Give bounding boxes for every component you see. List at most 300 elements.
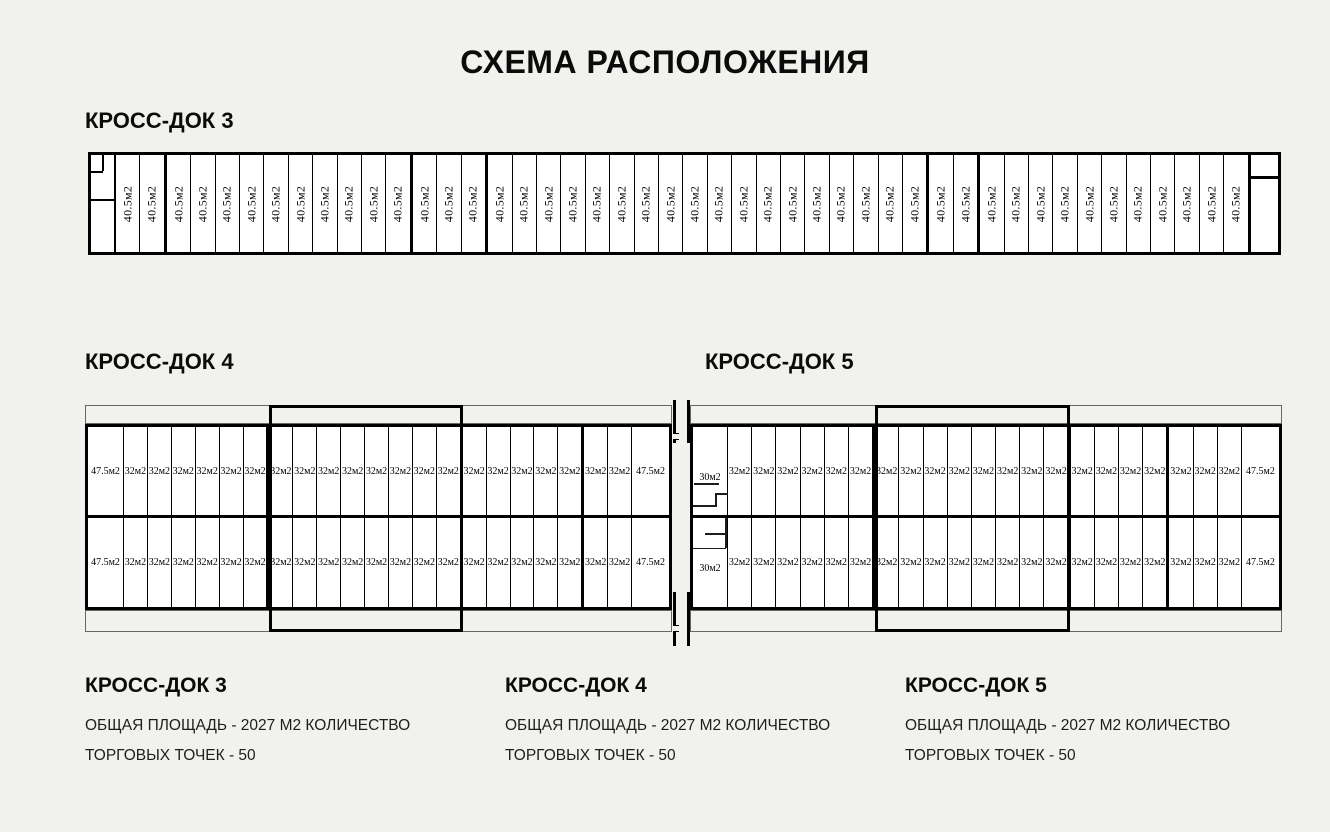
legend-item (905, 674, 1315, 771)
unit-area-label: 32м2 (1218, 465, 1240, 477)
unit-area-label: 32м2 (270, 557, 292, 568)
unit-area-label: 32м2 (1095, 465, 1118, 477)
unit-area-label: 32м2 (1045, 465, 1067, 477)
unit-cell (1218, 518, 1242, 607)
unit-cell (172, 518, 196, 607)
unit-cell (317, 427, 341, 515)
unit-area-label: 32м2 (900, 557, 922, 568)
unit-cell (487, 518, 511, 607)
unit-area-label: 47.5м2 (91, 557, 120, 568)
unit-cell (875, 518, 899, 607)
unit-area-label: 32м2 (849, 557, 872, 568)
unit-area-label: 32м2 (585, 557, 607, 568)
unit-cell (996, 518, 1020, 607)
unit-cell (849, 427, 875, 515)
unit-area-label: 30м2 (699, 563, 721, 574)
unit-area-label: 32м2 (294, 465, 316, 477)
unit-cell (88, 518, 124, 607)
legend-area-line: ОБЩАЯ ПЛОЩАДЬ - 2027 М2 КОЛИЧЕСТВО (85, 717, 411, 734)
legend-dock-heading: КРОСС-ДОК 5 (905, 674, 1047, 697)
unit-cell (244, 427, 270, 515)
dock3-heading: КРОСС-ДОК 3 (85, 108, 234, 133)
legend-item (85, 674, 495, 771)
unit-cell (752, 518, 776, 607)
unit-cell (849, 518, 875, 607)
unit-cell (240, 155, 264, 252)
unit-cell (732, 155, 756, 252)
unit-area-label: 40.5м2 (417, 185, 432, 222)
strip-right-end-unit (1251, 155, 1278, 252)
unit-area-label: 32м2 (1119, 465, 1142, 477)
unit-area-label: 40.5м2 (144, 185, 159, 222)
unit-area-label: 32м2 (244, 557, 266, 568)
unit-cell (488, 155, 512, 252)
unit-area-label: 32м2 (413, 465, 435, 477)
unit-cell (1078, 155, 1102, 252)
unit-cell (1169, 518, 1193, 607)
unit-cell (1143, 427, 1169, 515)
unit-cell (752, 427, 776, 515)
unit-cell (1242, 427, 1279, 515)
wall-joint (673, 625, 679, 632)
unit-cell (1151, 155, 1175, 252)
strip-left-end-unit (91, 155, 116, 252)
wall-step-mark (693, 548, 726, 550)
unit-area-label: 32м2 (801, 557, 823, 568)
unit-area-label: 32м2 (535, 557, 557, 568)
unit-area-label: 32м2 (924, 465, 946, 477)
unit-area-label: 40.5м2 (638, 185, 653, 222)
unit-cell (389, 518, 413, 607)
unit-cell (513, 155, 537, 252)
unit-area-label: 32м2 (413, 557, 435, 568)
dock-bottom-band (690, 610, 1282, 632)
unit-cell (948, 427, 972, 515)
unit-area-label: 32м2 (437, 557, 459, 568)
unit-area-label: 32м2 (148, 557, 171, 568)
unit-area-label: 32м2 (948, 557, 970, 568)
unit-area-label: 40.5м2 (1106, 185, 1121, 222)
unit-cell (293, 518, 317, 607)
unit-cell (293, 427, 317, 515)
unit-area-label: 32м2 (608, 465, 631, 477)
unit-area-label: 40.5м2 (492, 185, 507, 222)
unit-cell (1224, 155, 1250, 252)
unit-area-label: 32м2 (1119, 557, 1142, 568)
unit-cell (124, 518, 148, 607)
unit-row-bottom (88, 518, 669, 607)
unit-area-label: 32м2 (753, 557, 775, 568)
wall-line (1251, 155, 1278, 179)
unit-cell (801, 427, 825, 515)
unit-area-label: 32м2 (341, 557, 364, 568)
unit-cell (534, 518, 558, 607)
unit-area-label: 32м2 (1170, 557, 1192, 568)
unit-cell (88, 427, 124, 515)
unit-cell (148, 427, 172, 515)
unit-cell (1020, 518, 1044, 607)
unit-cell (1119, 518, 1143, 607)
unit-area-label: 32м2 (777, 557, 799, 568)
unit-cell (220, 518, 244, 607)
unit-area-label: 40.5м2 (171, 185, 186, 222)
unit-cell (854, 155, 878, 252)
unit-cell (825, 518, 849, 607)
unit-area-label: 32м2 (389, 465, 412, 477)
unit-cell (1143, 518, 1169, 607)
wall-step-mark (715, 493, 728, 495)
unit-cell (875, 427, 899, 515)
wall-step-mark (705, 533, 725, 535)
unit-area-label: 32м2 (1045, 557, 1067, 568)
unit-area-label: 32м2 (1021, 465, 1043, 477)
unit-cell (220, 427, 244, 515)
unit-area-label: 40.5м2 (589, 185, 604, 222)
unit-cell (954, 155, 980, 252)
unit-cell (693, 518, 728, 607)
unit-area-label: 32м2 (996, 557, 1019, 568)
unit-cell (289, 155, 313, 252)
unit-cell (1044, 427, 1070, 515)
unit-cell (825, 427, 849, 515)
unit-cell (948, 518, 972, 607)
unit-cell (805, 155, 829, 252)
page-title: СХЕМА РАСПОЛОЖЕНИЯ (460, 44, 870, 80)
unit-cell (1200, 155, 1224, 252)
unit-area-label: 32м2 (220, 557, 242, 568)
unit-area-label: 32м2 (1071, 557, 1093, 568)
unit-area-label: 40.5м2 (809, 185, 824, 222)
wall-step-mark (694, 483, 719, 485)
unit-cell (608, 518, 632, 607)
unit-area-label: 32м2 (608, 557, 631, 568)
dock-unit-rows (690, 424, 1282, 610)
unit-cell (413, 518, 437, 607)
unit-cell (463, 518, 487, 607)
unit-cell (437, 518, 463, 607)
unit-area-label: 32м2 (1194, 465, 1216, 477)
unit-cell (269, 427, 293, 515)
unit-area-label: 32м2 (220, 465, 242, 477)
unit-cell (683, 155, 707, 252)
unit-cell (511, 427, 535, 515)
unit-cell (1169, 427, 1193, 515)
unit-area-label: 32м2 (437, 465, 459, 477)
unit-cell (1218, 427, 1242, 515)
unit-area-label: 40.5м2 (614, 185, 629, 222)
unit-cell (980, 155, 1004, 252)
unit-cell (608, 427, 632, 515)
unit-area-label: 32м2 (876, 465, 898, 477)
unit-cell (487, 427, 511, 515)
unit-area-label: 40.5м2 (390, 185, 405, 222)
unit-area-label: 30м2 (699, 471, 721, 483)
unit-cell (216, 155, 240, 252)
unit-area-label: 32м2 (1194, 557, 1216, 568)
unit-cell (196, 518, 220, 607)
unit-cell (728, 427, 752, 515)
unit-area-label: 40.5м2 (1155, 185, 1170, 222)
unit-area-label: 32м2 (463, 557, 485, 568)
unit-cell (244, 518, 270, 607)
unit-area-label: 32м2 (124, 465, 147, 477)
wall-joint (673, 433, 679, 440)
unit-area-label: 40.5м2 (984, 185, 999, 222)
unit-area-label: 32м2 (172, 465, 194, 477)
unit-area-label: 40.5м2 (1057, 185, 1072, 222)
unit-cell (191, 155, 215, 252)
unit-cell (365, 427, 389, 515)
unit-cell (610, 155, 634, 252)
unit-cell (693, 427, 728, 515)
unit-cell (659, 155, 683, 252)
unit-area-label: 32м2 (535, 465, 557, 477)
dock-unit-rows (85, 424, 672, 610)
unit-area-label: 40.5м2 (317, 185, 332, 222)
legend-count-line: ТОРГОВЫХ ТОЧЕК - 50 (85, 747, 256, 764)
unit-area-label: 40.5м2 (293, 185, 308, 222)
unit-cell (728, 518, 752, 607)
unit-cell (196, 427, 220, 515)
unit-cell (1005, 155, 1029, 252)
unit-cell (313, 155, 337, 252)
unit-area-label: 40.5м2 (219, 185, 234, 222)
unit-area-label: 40.5м2 (465, 185, 480, 222)
unit-area-label: 32м2 (487, 465, 509, 477)
legend-area-line: ОБЩАЯ ПЛОЩАДЬ - 2027 М2 КОЛИЧЕСТВО (505, 717, 831, 734)
unit-cell (338, 155, 362, 252)
unit-cell (996, 427, 1020, 515)
unit-area-label: 40.5м2 (195, 185, 210, 222)
wall-line (91, 199, 114, 201)
dock-bottom-band (85, 610, 672, 632)
unit-area-label: 32м2 (1095, 557, 1118, 568)
unit-cell (830, 155, 854, 252)
unit-cell (899, 427, 923, 515)
unit-area-label: 32м2 (972, 557, 995, 568)
unit-cell (972, 518, 996, 607)
unit-area-label: 40.5м2 (858, 185, 873, 222)
unit-cell (1194, 518, 1218, 607)
legend-count-line: ТОРГОВЫХ ТОЧЕК - 50 (905, 747, 1076, 764)
unit-cell (632, 427, 669, 515)
unit-area-label: 40.5м2 (687, 185, 702, 222)
unit-area-label: 32м2 (948, 465, 970, 477)
dock-top-band (690, 405, 1282, 424)
unit-cell (1053, 155, 1077, 252)
unit-cell (586, 155, 610, 252)
unit-cell (341, 518, 365, 607)
unit-cell (1127, 155, 1151, 252)
legend-dock-heading: КРОСС-ДОК 4 (505, 674, 647, 697)
unit-cell (1095, 427, 1119, 515)
unit-cell (801, 518, 825, 607)
unit-area-label: 32м2 (728, 465, 751, 477)
unit-area-label: 32м2 (1144, 465, 1166, 477)
dock5-heading: КРОСС-ДОК 5 (705, 349, 854, 374)
unit-area-label: 32м2 (801, 465, 823, 477)
unit-area-label: 40.5м2 (833, 185, 848, 222)
unit-area-label: 32м2 (972, 465, 995, 477)
unit-area-label: 32м2 (753, 465, 775, 477)
unit-cell (903, 155, 929, 252)
unit-cell (1194, 427, 1218, 515)
unit-cell (757, 155, 781, 252)
unit-area-label: 32м2 (876, 557, 898, 568)
unit-area-label: 40.5м2 (341, 185, 356, 222)
unit-cell (1029, 155, 1053, 252)
unit-cell (1071, 427, 1095, 515)
unit-area-label: 32м2 (244, 465, 266, 477)
unit-area-label: 32м2 (365, 557, 388, 568)
unit-area-label: 32м2 (365, 465, 388, 477)
unit-area-label: 40.5м2 (907, 185, 922, 222)
unit-area-label: 40.5м2 (711, 185, 726, 222)
unit-area-label: 40.5м2 (663, 185, 678, 222)
passage-connector-bottom (673, 592, 690, 646)
unit-area-label: 32м2 (900, 465, 922, 477)
dock4-heading: КРОСС-ДОК 4 (85, 349, 234, 374)
unit-area-label: 40.5м2 (933, 185, 948, 222)
unit-cell (781, 155, 805, 252)
unit-cell (362, 155, 386, 252)
unit-cell (879, 155, 903, 252)
unit-cell (1020, 427, 1044, 515)
unit-cell (386, 155, 412, 252)
unit-area-label: 32м2 (148, 465, 171, 477)
unit-area-label: 47.5м2 (1246, 465, 1275, 477)
wall-step-mark (725, 518, 727, 548)
unit-area-label: 32м2 (270, 465, 292, 477)
unit-cell (899, 518, 923, 607)
unit-cell (124, 427, 148, 515)
unit-area-label: 32м2 (341, 465, 364, 477)
unit-cell (584, 427, 608, 515)
unit-area-label: 32м2 (728, 557, 751, 568)
unit-cell (561, 155, 585, 252)
unit-area-label: 32м2 (777, 465, 799, 477)
unit-cell (1119, 427, 1143, 515)
wall-line (102, 155, 104, 171)
legend-count-line: ТОРГОВЫХ ТОЧЕК - 50 (505, 747, 676, 764)
legend-area-line: ОБЩАЯ ПЛОЩАДЬ - 2027 М2 КОЛИЧЕСТВО (905, 717, 1231, 734)
unit-area-label: 32м2 (559, 465, 581, 477)
unit-cell (635, 155, 659, 252)
wall-step-mark (693, 505, 716, 507)
unit-cell (413, 155, 437, 252)
unit-cell (167, 155, 191, 252)
unit-cell (537, 155, 561, 252)
unit-row-top (88, 427, 669, 518)
unit-area-label: 32м2 (172, 557, 194, 568)
unit-cell (1242, 518, 1279, 607)
legend-dock-heading: КРОСС-ДОК 3 (85, 674, 227, 697)
unit-cell (558, 518, 584, 607)
unit-area-label: 40.5м2 (736, 185, 751, 222)
unit-area-label: 32м2 (1144, 557, 1166, 568)
unit-area-label: 32м2 (318, 465, 340, 477)
unit-area-label: 40.5м2 (244, 185, 259, 222)
unit-area-label: 32м2 (924, 557, 946, 568)
unit-cell (584, 518, 608, 607)
unit-area-label: 40.5м2 (882, 185, 897, 222)
unit-area-label: 47.5м2 (636, 557, 665, 568)
unit-area-label: 32м2 (318, 557, 340, 568)
unit-area-label: 32м2 (511, 557, 533, 568)
unit-area-label: 32м2 (487, 557, 509, 568)
unit-area-label: 40.5м2 (441, 185, 456, 222)
unit-area-label: 32м2 (196, 465, 218, 477)
dock4-floorplan (85, 405, 672, 632)
unit-area-label: 32м2 (196, 557, 218, 568)
unit-cell (511, 518, 535, 607)
unit-area-label: 40.5м2 (760, 185, 775, 222)
unit-area-label: 32м2 (1170, 465, 1192, 477)
unit-area-label: 40.5м2 (120, 185, 135, 222)
unit-cell (1044, 518, 1070, 607)
unit-area-label: 40.5м2 (1204, 185, 1219, 222)
unit-cell (558, 427, 584, 515)
unit-area-label: 32м2 (825, 465, 847, 477)
passage-connector-top (673, 400, 690, 443)
unit-cell (1102, 155, 1126, 252)
unit-area-label: 32м2 (511, 465, 533, 477)
unit-area-label: 32м2 (1021, 557, 1043, 568)
unit-area-label: 40.5м2 (1130, 185, 1145, 222)
unit-area-label: 40.5м2 (516, 185, 531, 222)
unit-cell (708, 155, 732, 252)
unit-area-label: 32м2 (849, 465, 872, 477)
unit-cell (172, 427, 196, 515)
unit-cell (116, 155, 140, 252)
unit-cell (924, 518, 948, 607)
unit-row-top (693, 427, 1279, 518)
unit-cell (1071, 518, 1095, 607)
unit-area-label: 40.5м2 (268, 185, 283, 222)
dock3-floorplan (88, 152, 1281, 255)
unit-area-label: 40.5м2 (366, 185, 381, 222)
unit-cell (269, 518, 293, 607)
unit-area-label: 32м2 (124, 557, 147, 568)
unit-area-label: 32м2 (585, 465, 607, 477)
unit-cell (972, 427, 996, 515)
unit-cell (365, 518, 389, 607)
unit-area-label: 47.5м2 (636, 465, 665, 477)
unit-cell (776, 427, 800, 515)
unit-cell (534, 427, 558, 515)
dock-top-band (85, 405, 672, 424)
unit-cell (1095, 518, 1119, 607)
unit-cell (632, 518, 669, 607)
unit-cell (264, 155, 288, 252)
unit-area-label: 32м2 (559, 557, 581, 568)
unit-cell (437, 155, 461, 252)
unit-area-label: 40.5м2 (1082, 185, 1097, 222)
unit-cell (929, 155, 953, 252)
unit-cell (148, 518, 172, 607)
unit-area-label: 32м2 (463, 465, 485, 477)
unit-area-label: 40.5м2 (541, 185, 556, 222)
unit-area-label: 40.5м2 (1033, 185, 1048, 222)
unit-area-label: 40.5м2 (1228, 185, 1243, 222)
unit-area-label: 40.5м2 (785, 185, 800, 222)
unit-area-label: 32м2 (389, 557, 412, 568)
unit-cell (462, 155, 488, 252)
unit-area-label: 47.5м2 (91, 465, 120, 477)
unit-cell (463, 427, 487, 515)
unit-area-label: 40.5м2 (1008, 185, 1023, 222)
unit-cell (341, 427, 365, 515)
